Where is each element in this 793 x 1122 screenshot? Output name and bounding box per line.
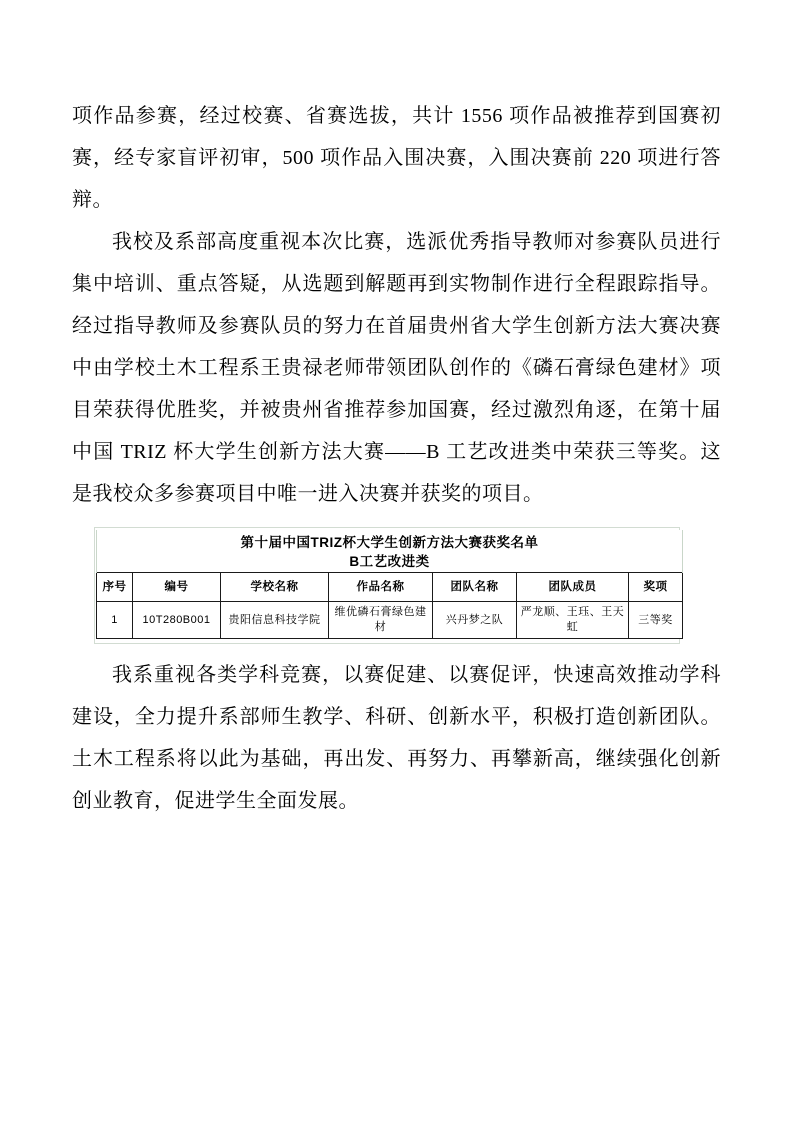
cell-team: 兴丹梦之队 (433, 602, 517, 639)
table-row (97, 602, 683, 639)
award-table-title-line1: 第十届中国TRIZ杯大学生创新方法大赛获奖名单 (240, 535, 539, 550)
cell-code: 10T280B001 (133, 602, 221, 639)
cell-school: 贵阳信息科技学院 (221, 602, 329, 639)
column-header-school: 学校名称 (221, 573, 329, 602)
award-table (96, 530, 683, 639)
cell-members: 严龙顺、王珏、王天虹 (517, 602, 629, 639)
column-header-code: 编号 (133, 573, 221, 602)
column-header-team: 团队名称 (433, 573, 517, 602)
cell-index: 1 (97, 602, 133, 639)
award-table-title-cell (97, 530, 683, 573)
column-header-members: 团队成员 (517, 573, 629, 602)
award-table-block (94, 527, 680, 644)
cell-work: 维优磷石膏绿色建材 (329, 602, 433, 639)
paragraph-1: 项作品参赛，经过校赛、省赛选拔，共计 1556 项作品被推荐到国赛初赛，经专家盲评初审，500 项作品入围决赛，入围决赛前 220 项进行答辩。 (72, 105, 721, 211)
document-body (72, 95, 721, 822)
award-table-frame (94, 527, 680, 644)
paragraph-2: 我校及系部高度重视本次比赛，选派优秀指导教师对参赛队员进行集中培训、重点答疑，从选题到解题再到实物制作进行全程跟踪指导。经过指导教师及参赛队员的努力在首届贵州省大学生创新方法大赛决赛中由学校土木工程系王贵禄老师带领团队创作的《磷石膏绿色建材》项目荣获得优胜奖，并被贵州省推荐参加国赛，经过激烈角逐，在第十届中国 TRIZ 杯大学生创新方法大赛——B 工艺改进类中荣获三等奖。这是我校众多参赛项目中唯一进入决赛并获奖的项目。 (72, 231, 721, 505)
award-table-title-line2: B工艺改进类 (349, 554, 430, 569)
cell-award: 三等奖 (629, 602, 683, 639)
column-header-index: 序号 (97, 573, 133, 602)
award-table-header-row (97, 573, 683, 602)
column-header-work: 作品名称 (329, 573, 433, 602)
award-table-title-row (97, 530, 683, 573)
paragraph-3: 我系重视各类学科竞赛，以赛促建、以赛促评，快速高效推动学科建设，全力提升系部师生教学、科研、创新水平，积极打造创新团队。土木工程系将以此为基础，再出发、再努力、再攀新高，继续强化创新创业教育，促进学生全面发展。 (72, 664, 721, 812)
column-header-award: 奖项 (629, 573, 683, 602)
